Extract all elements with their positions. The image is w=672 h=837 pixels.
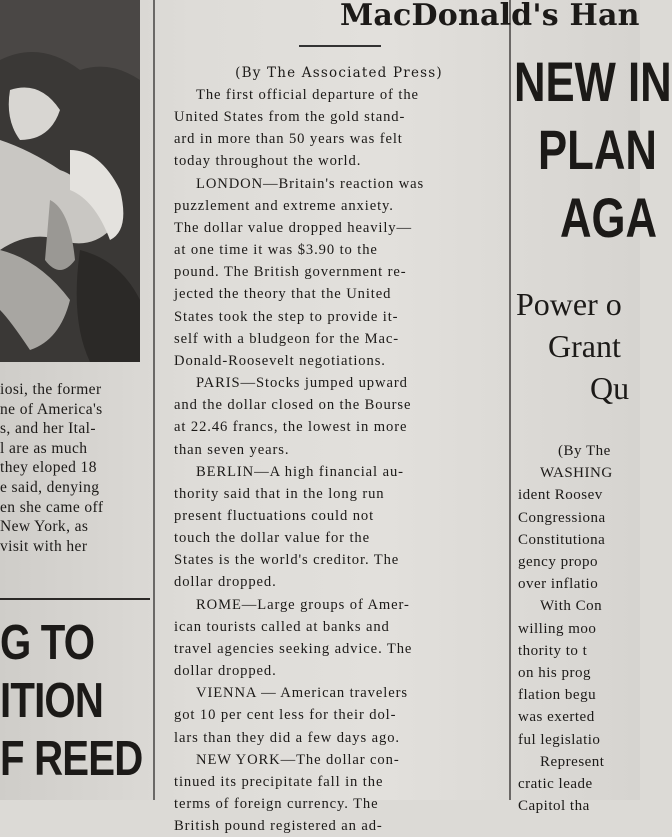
article-line: jected the theory that the United: [174, 286, 392, 303]
left-article-text: [0, 380, 154, 556]
headline-divider: [299, 45, 381, 47]
right-headline-line: PLAN: [538, 118, 657, 181]
right-subhead-line: Qu: [590, 370, 630, 406]
article-byline: (By The Associated Press): [235, 65, 443, 81]
right-subhead-line: Power o: [516, 286, 622, 322]
column-rule: [153, 0, 155, 800]
left-line: iosi, the former: [0, 381, 102, 398]
news-photo: [0, 0, 140, 362]
left-divider: [0, 598, 150, 600]
article-line: pound. The British government re-: [174, 264, 407, 281]
right-headline-line: AGA: [560, 186, 658, 249]
article-line: got 10 per cent less for their dol-: [174, 707, 397, 724]
right-headline-line: NEW IN: [514, 50, 672, 113]
article-line: travel agencies seeking advice. The: [174, 640, 413, 657]
left-column: [0, 0, 152, 800]
left-headline-line: F REED: [0, 732, 143, 786]
article-line: at one time it was $3.90 to the: [174, 242, 378, 259]
article-line: LONDON—Britain's reaction was: [196, 175, 425, 192]
article-line: Donald-Roosevelt negotiations.: [174, 352, 386, 369]
right-line: on his prog: [518, 665, 591, 682]
right-subhead-line: Grant: [548, 328, 621, 364]
left-line: they eloped 18: [0, 459, 97, 477]
right-line: With Con: [540, 598, 603, 615]
article-line: self with a bludgeon for the Mac-: [174, 330, 400, 347]
right-line: gency propo: [518, 554, 599, 571]
right-line: willing moo: [518, 620, 597, 637]
article-line: The first official departure of the: [196, 87, 419, 103]
article-line: dollar dropped.: [174, 663, 277, 680]
right-line: thority to t: [518, 642, 588, 659]
article-line: touch the dollar value for the: [174, 530, 370, 547]
article-line: than seven years.: [174, 441, 290, 458]
right-line: Constitutiona: [518, 531, 606, 548]
main-article: [174, 62, 504, 837]
article-line: British pound registered an ad-: [174, 818, 383, 835]
article-line: States is the world's creditor. The: [174, 552, 400, 569]
right-line: ful legislatio: [518, 731, 601, 748]
right-line: was exerted: [518, 709, 595, 726]
article-line: ican tourists called at banks and: [174, 618, 390, 635]
article-line: United States from the gold stand-: [174, 109, 406, 126]
right-article-text: [518, 440, 648, 817]
right-line: (By The: [558, 443, 611, 459]
left-line: New York, as: [0, 518, 89, 536]
column-rule: [509, 0, 511, 800]
left-line: en she came off: [0, 498, 104, 516]
article-line: dollar dropped.: [174, 574, 277, 591]
left-line: l are as much: [0, 439, 88, 457]
page-headline: MacDonald's Han: [340, 0, 640, 33]
article-line: States took the step to provide it-: [174, 308, 399, 325]
article-line: PARIS—Stocks jumped upward: [196, 375, 408, 392]
article-line: ROME—Large groups of Amer-: [196, 596, 410, 613]
right-line: Congressiona: [518, 509, 606, 526]
left-line: visit with her: [0, 537, 88, 555]
right-line: Capitol tha: [518, 798, 590, 815]
article-line: lars than they did a few days ago.: [174, 729, 400, 746]
article-line: tinued its precipitate fall in the: [174, 773, 384, 790]
article-line: NEW YORK—The dollar con-: [196, 751, 400, 768]
article-line: puzzlement and extreme anxiety.: [174, 197, 394, 214]
article-line: at 22.46 francs, the lowest in more: [174, 419, 408, 436]
left-line: ne of America's: [0, 400, 103, 418]
article-line: terms of foreign currency. The: [174, 796, 379, 812]
left-headline-line: G TO: [0, 616, 95, 670]
left-headline-line: ITION: [0, 674, 104, 728]
article-line: thority said that in the long run: [174, 485, 385, 502]
left-line: s, and her Ital-: [0, 420, 96, 438]
article-line: present fluctuations could not: [174, 507, 375, 524]
right-line: ident Roosev: [518, 487, 603, 504]
article-line: BERLIN—A high financial au-: [196, 463, 404, 480]
article-line: today throughout the world.: [174, 153, 362, 170]
left-line: e said, denying: [0, 478, 100, 496]
right-line: Represent: [540, 753, 605, 770]
article-line: and the dollar closed on the Bourse: [174, 397, 412, 414]
right-line: flation begu: [518, 687, 597, 704]
right-line: cratic leade: [518, 776, 593, 793]
article-line: The dollar value dropped heavily—: [174, 219, 412, 236]
left-headline: [0, 614, 150, 788]
right-line: WASHING: [540, 465, 613, 482]
right-line: over inflatio: [518, 576, 599, 593]
article-line: VIENNA — American travelers: [196, 685, 408, 702]
article-line: ard in more than 50 years was felt: [174, 131, 403, 148]
